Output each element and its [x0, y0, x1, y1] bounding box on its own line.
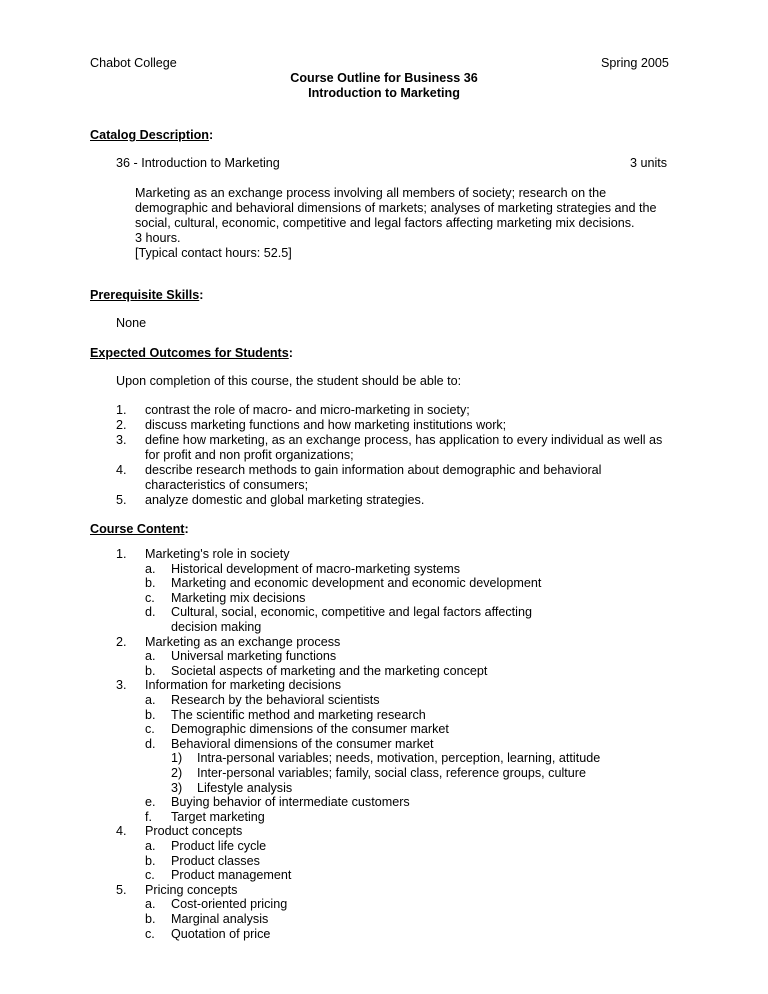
content-marker: e.	[145, 795, 156, 810]
outcome-number: 4.	[116, 463, 127, 477]
prereq-heading: Prerequisite Skills:	[90, 288, 204, 302]
content-marker: c.	[145, 868, 155, 883]
outcomes-heading: Expected Outcomes for Students:	[90, 346, 293, 360]
outcomes-heading-text: Expected Outcomes for Students	[90, 346, 289, 360]
content-marker: d.	[145, 605, 156, 620]
content-marker: a.	[145, 561, 156, 576]
content-item-text: Product management	[171, 868, 292, 883]
content-item-text: Buying behavior of intermediate customers	[171, 795, 410, 810]
content-item-text: Quotation of price	[171, 926, 271, 941]
content-item-text: Historical development of macro-marketing systems	[171, 561, 461, 576]
course-name: 36 - Introduction to Marketing	[116, 156, 280, 170]
content-item-text: Societal aspects of marketing and the marketing concept	[171, 663, 488, 678]
content-marker: c.	[145, 722, 155, 737]
content-marker: f.	[145, 809, 152, 824]
catalog-heading-text: Catalog Description	[90, 128, 209, 142]
content-item-text: Behavioral dimensions of the consumer market	[171, 736, 434, 751]
outcome-number: 5.	[116, 493, 127, 507]
college-name: Chabot College	[90, 56, 177, 70]
page-title: Course Outline for Business 36	[290, 71, 478, 85]
content-item-text: Product life cycle	[171, 839, 267, 853]
content-item-text: Marketing and economic development and economic development	[171, 576, 542, 591]
outcome-text: describe research methods to gain information about demographic and behavioral characteristics of consumers;	[145, 463, 602, 492]
content-marker: d.	[145, 736, 156, 751]
prereq-heading-text: Prerequisite Skills	[90, 288, 200, 302]
content-item-text: decision making	[171, 620, 262, 634]
content-item-text: Universal marketing functions	[171, 649, 337, 664]
content-heading: Course Content:	[90, 522, 189, 536]
content-marker: 1.	[116, 547, 127, 561]
content-item-text: Pricing concepts	[145, 882, 238, 897]
content-item-text: The scientific method and marketing research	[171, 707, 426, 722]
content-marker: b.	[145, 576, 156, 591]
contact-hours: [Typical contact hours: 52.5]	[135, 246, 292, 260]
content-marker: a.	[145, 693, 156, 707]
term: Spring 2005	[601, 56, 669, 70]
content-marker: 1)	[171, 751, 183, 766]
catalog-heading: Catalog Description:	[90, 128, 214, 142]
content-marker: c.	[145, 590, 155, 605]
course-hours: 3 hours.	[135, 231, 181, 245]
content-item-text: Research by the behavioral scientists	[171, 693, 380, 707]
catalog-description: Marketing as an exchange process involving all members of society; research on the demographic and behavioral dimensions of markets; analyses of marketing strategies and the social, cultural, economic, competitive and legal factors affecting marketing mix decisions.	[135, 186, 657, 230]
content-marker: b.	[145, 912, 156, 926]
outcome-number: 1.	[116, 403, 127, 417]
content-marker: b.	[145, 663, 156, 678]
content-heading-text: Course Content	[90, 522, 185, 536]
content-item-text: Marketing as an exchange process	[145, 634, 341, 649]
outcome-text: contrast the role of macro- and micro-marketing in society;	[145, 403, 470, 417]
course-units: 3 units	[630, 156, 668, 170]
content-marker: 5.	[116, 882, 127, 897]
content-marker: b.	[145, 853, 156, 868]
content-item-text: Product classes	[171, 853, 260, 868]
content-marker: b.	[145, 707, 156, 722]
content-marker: 3.	[116, 678, 127, 693]
content-item-text: Lifestyle analysis	[197, 780, 293, 795]
content-item-text: Cultural, social, economic, competitive and legal factors affecting	[171, 605, 532, 620]
content-marker: 4.	[116, 824, 127, 839]
outcome-text: define how marketing, as an exchange process, has application to every individual as well as for profit and non profit organizations;	[145, 433, 663, 462]
content-marker: a.	[145, 649, 156, 664]
outcome-text: discuss marketing functions and how marketing institutions work;	[145, 418, 507, 432]
content-marker: a.	[145, 897, 156, 912]
content-marker: 2)	[171, 766, 183, 780]
content-marker: c.	[145, 926, 155, 941]
content-item-text: Marketing's role in society	[145, 547, 290, 561]
content-marker: a.	[145, 839, 156, 853]
content-marker: 2.	[116, 634, 127, 649]
content-item-text: Information for marketing decisions	[145, 678, 341, 693]
page-subtitle: Introduction to Marketing	[308, 86, 460, 100]
content-item-text: Product concepts	[145, 824, 243, 839]
outcome-number: 3.	[116, 433, 127, 447]
prereq-value: None	[116, 316, 147, 330]
content-item-text: Inter-personal variables; family, social class, reference groups, culture	[197, 766, 586, 780]
content-item-text: Demographic dimensions of the consumer market	[171, 722, 449, 737]
content-item-text: Target marketing	[171, 809, 265, 824]
content-item-text: Cost-oriented pricing	[171, 897, 288, 912]
content-item-text: Intra-personal variables; needs, motivation, perception, learning, attitude	[197, 751, 601, 766]
content-marker: 3)	[171, 780, 183, 795]
content-item-text: Marginal analysis	[171, 912, 269, 926]
outcome-number: 2.	[116, 418, 127, 432]
outcome-text: analyze domestic and global marketing strategies.	[145, 493, 425, 507]
content-item-text: Marketing mix decisions	[171, 590, 306, 605]
outcomes-intro: Upon completion of this course, the student should be able to:	[116, 374, 462, 388]
